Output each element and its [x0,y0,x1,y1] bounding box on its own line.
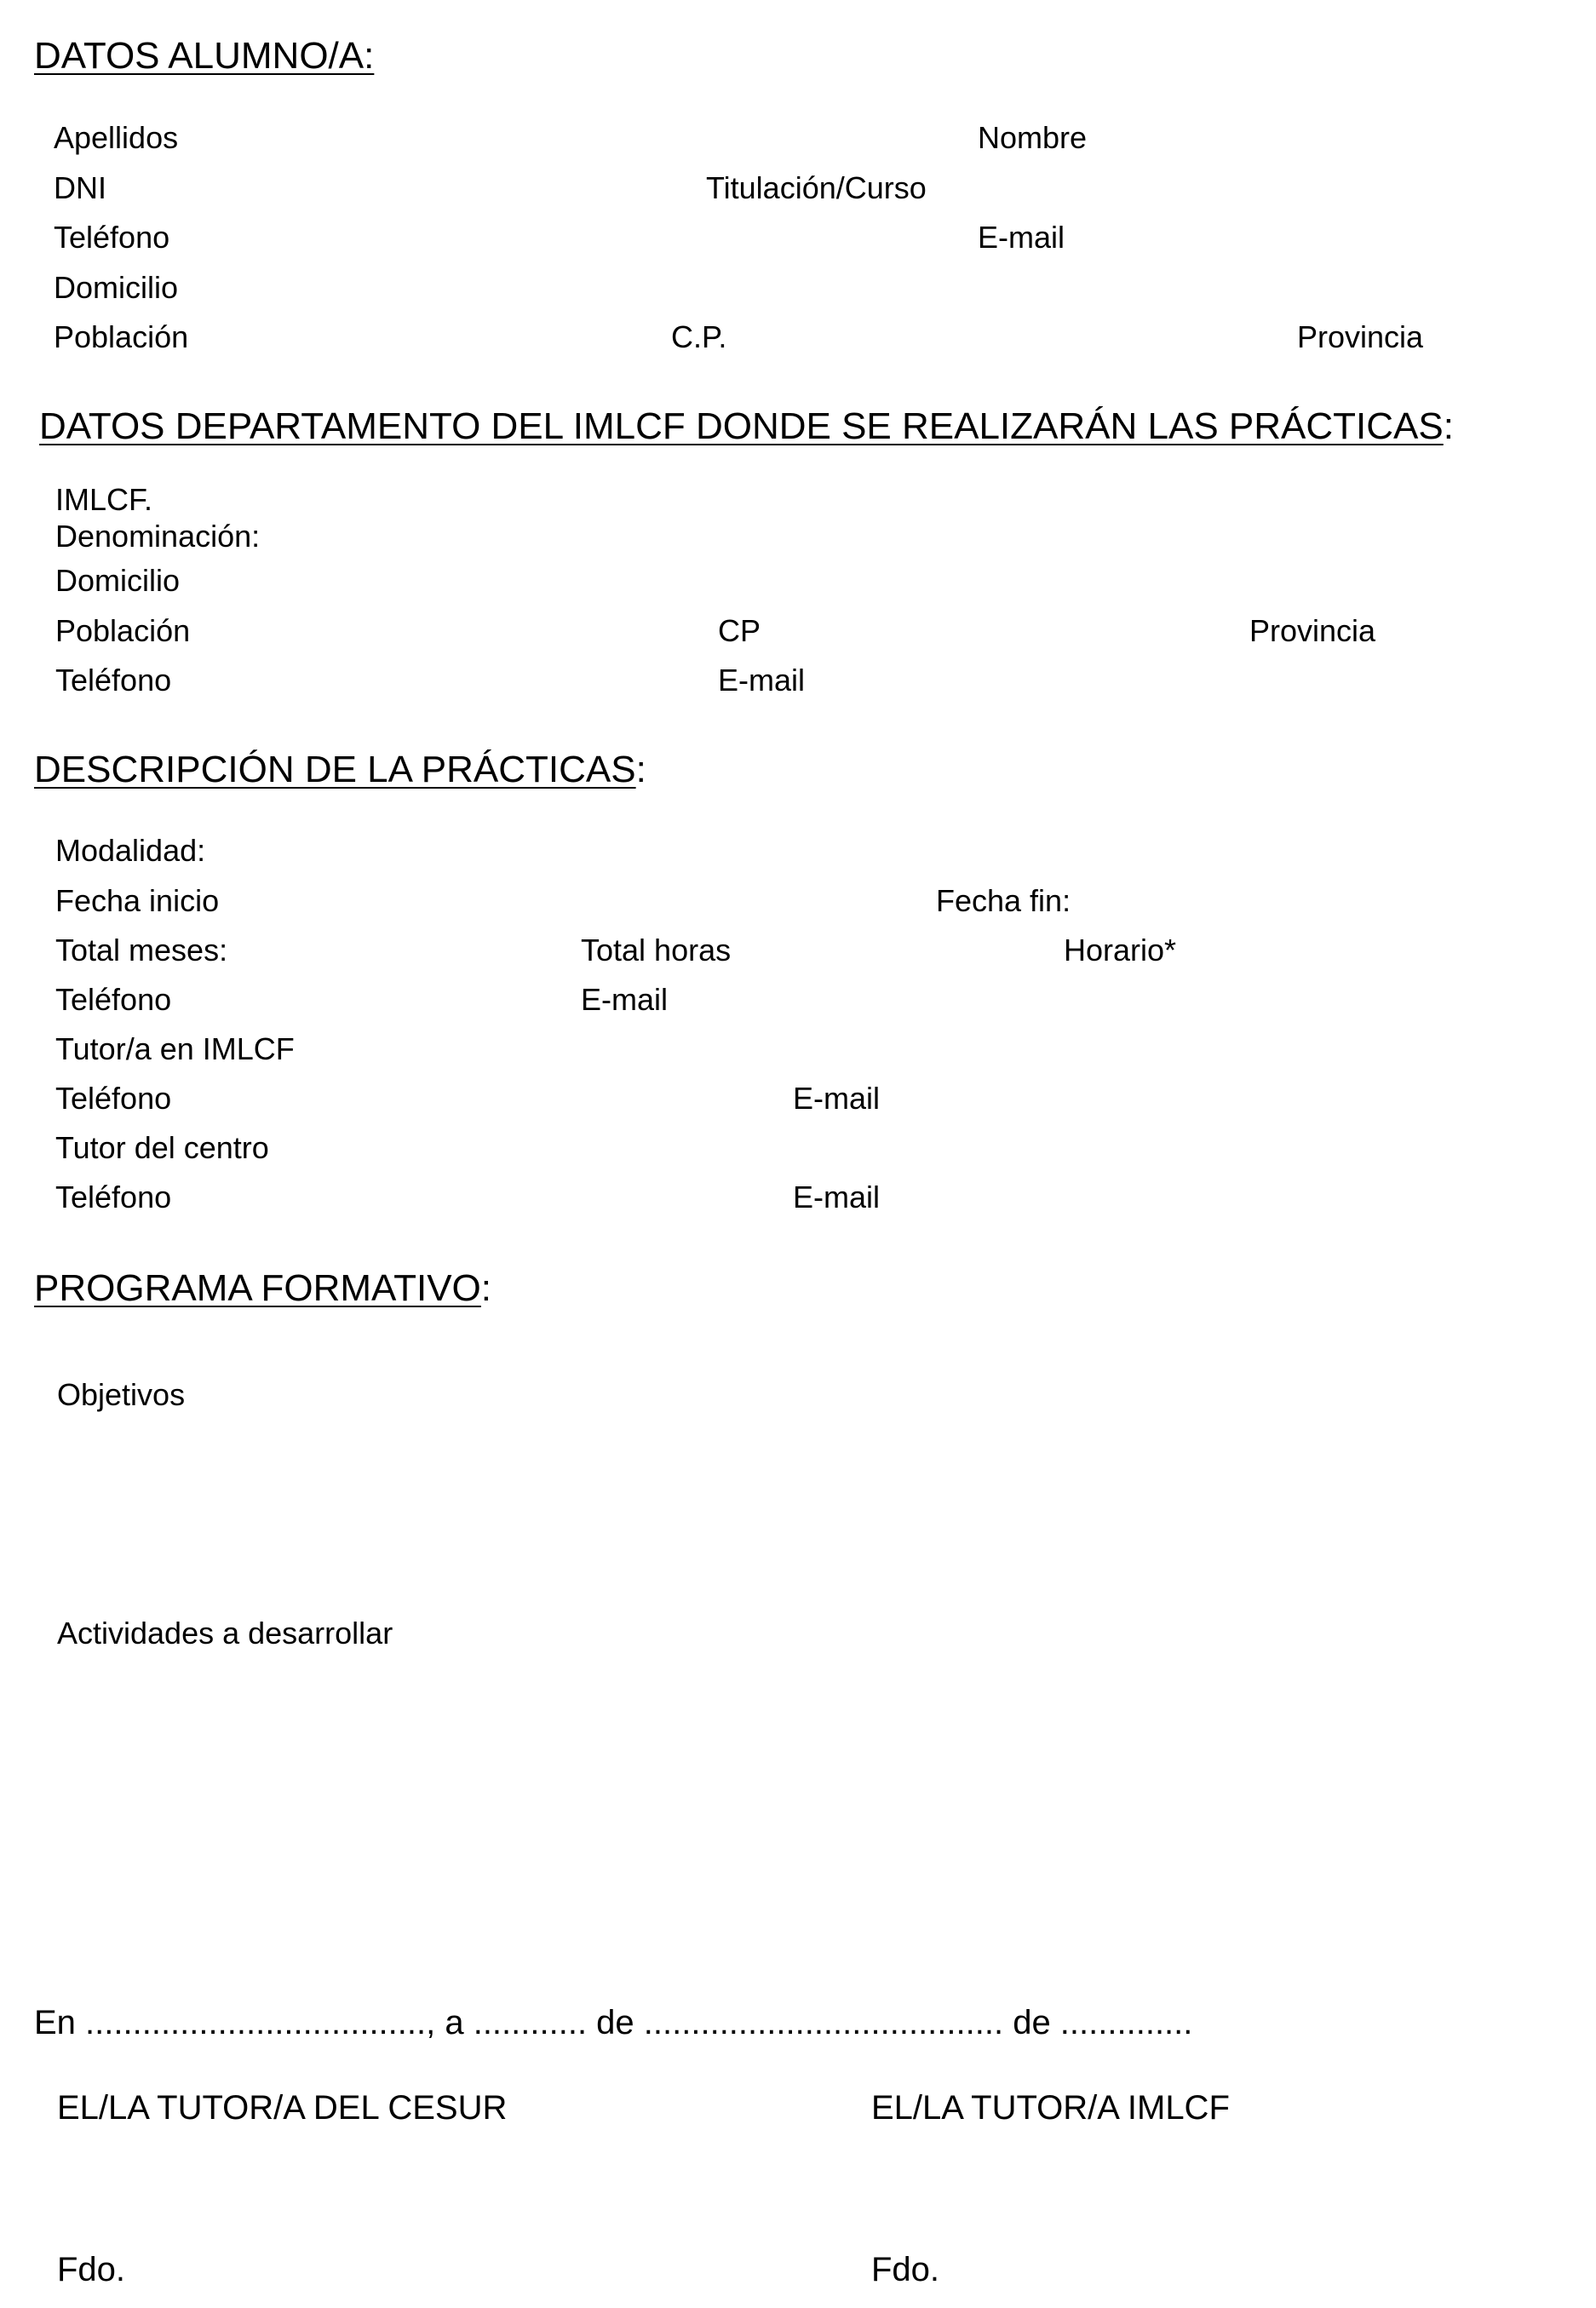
descripcion-heading-line [34,751,646,789]
alumno-domicilio-label: Domicilio [54,270,179,305]
descripcion-tutor-centro-telefono-label: Teléfono [55,1180,172,1214]
programa-actividades-label: Actividades a desarrollar [57,1616,393,1651]
descripcion-modalidad-label: Modalidad: [55,833,206,868]
descripcion-heading-colon: : [635,749,646,790]
alumno-provincia-label: Provincia [1297,319,1424,354]
programa-heading: PROGRAMA FORMATIVO [34,1267,481,1309]
descripcion-horario-label: Horario* [1064,933,1177,967]
descripcion-email-label: E-mail [581,982,669,1017]
programa-objetivos-label: Objetivos [57,1377,186,1412]
departamento-denominacion-label: Denominación: [55,519,261,554]
alumno-poblacion-label: Población [54,319,189,354]
descripcion-tutor-imlcf-telefono-label: Teléfono [55,1081,172,1116]
departamento-provincia-label: Provincia [1249,613,1376,648]
departamento-imlcf-label: IMLCF. [55,482,153,517]
departamento-heading: DATOS DEPARTAMENTO DEL IMLCF DONDE SE REALIZARÁN LAS PRÁCTICAS [39,405,1444,447]
alumno-heading: DATOS ALUMNO/A: [34,35,375,77]
firma-tutor-cesur-label: EL/LA TUTOR/A DEL CESUR [57,2089,508,2127]
firma-fdo-right-label: Fdo. [871,2251,940,2288]
programa-heading-line [34,1267,492,1309]
alumno-apellidos-label: Apellidos [54,120,179,155]
descripcion-fecha-inicio-label: Fecha inicio [55,883,220,918]
departamento-email-label: E-mail [718,663,806,698]
firma-fecha-linea: En ...................................., a ............ de ...................................... de .............. [34,2004,1193,2041]
alumno-telefono-label: Teléfono [54,220,170,255]
departamento-heading-colon: : [1443,405,1454,447]
departamento-domicilio-label: Domicilio [55,563,181,598]
descripcion-tutor-imlcf-label: Tutor/a en IMLCF [55,1031,295,1066]
departamento-cp-label: CP [718,613,761,648]
firma-fdo-left-label: Fdo. [57,2251,126,2288]
alumno-dni-label: DNI [54,170,106,205]
alumno-email-label: E-mail [978,220,1065,255]
descripcion-fecha-fin-label: Fecha fin: [936,883,1071,918]
alumno-cp-label: C.P. [671,319,727,354]
departamento-heading-line [39,405,1454,447]
descripcion-telefono-label: Teléfono [55,982,172,1017]
descripcion-tutor-centro-email-label: E-mail [793,1180,881,1214]
descripcion-tutor-imlcf-email-label: E-mail [793,1081,881,1116]
programa-heading-colon: : [480,1267,492,1309]
alumno-titulacion-label: Titulación/Curso [706,170,927,205]
departamento-poblacion-label: Población [55,613,191,648]
descripcion-total-horas-label: Total horas [581,933,732,967]
alumno-nombre-label: Nombre [978,120,1088,155]
descripcion-tutor-centro-label: Tutor del centro [55,1130,269,1165]
descripcion-heading: DESCRIPCIÓN DE LA PRÁCTICAS [34,749,636,790]
departamento-telefono-label: Teléfono [55,663,172,698]
descripcion-total-meses-label: Total meses: [55,933,228,967]
firma-tutor-imlcf-label: EL/LA TUTOR/A IMLCF [871,2089,1230,2127]
